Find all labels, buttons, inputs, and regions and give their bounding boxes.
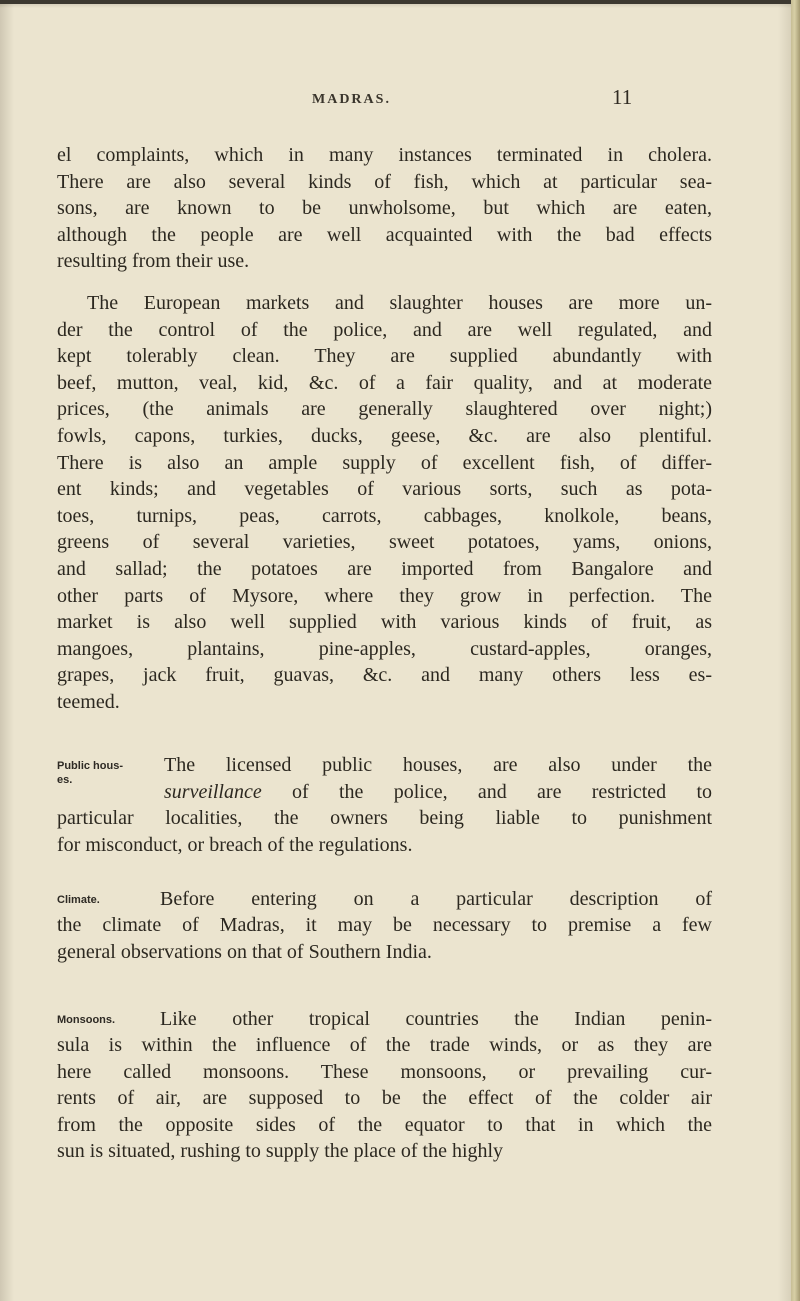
text-line: here called monsoons. These monsoons, or prevailing cur- (57, 1060, 712, 1083)
paragraph-4 (57, 912, 712, 965)
text-line: market is also well supplied with various kinds of fruit, as (57, 611, 712, 634)
text-line: rents of air, are supposed to be the effect of the colder air (57, 1087, 712, 1110)
text-line: from the opposite sides of the equator to that in which the (57, 1113, 712, 1136)
text-line: and sallad; the potatoes are imported from Bangalore and (57, 557, 712, 580)
margin-note-public-houses (57, 759, 123, 787)
text-line: beef, mutton, veal, kid, &c. of a fair quality, and at moderate (57, 371, 712, 394)
text-line: particular localities, the owners being liable to punishment (57, 807, 712, 829)
margin-note-line: es. (57, 774, 73, 786)
paragraph-4-lead (160, 886, 712, 913)
page-number: 11 (612, 85, 633, 109)
text-line: grapes, jack fruit, guavas, &c. and many others less es- (57, 664, 712, 687)
paragraph-3 (57, 805, 712, 858)
text-line: sula is within the influence of the trade winds, or as they are (57, 1034, 712, 1056)
paragraph-3-lead (160, 752, 712, 805)
text-line: der the control of the police, and are well regulated, and (57, 318, 712, 341)
text-line: Before entering on a particular description of (160, 888, 712, 910)
text-line: Like other tropical countries the Indian penin- (160, 1008, 712, 1030)
text-line: the climate of Madras, it may be necessary to premise a few (57, 914, 712, 936)
text-fragment: of the police, and are restricted to (261, 780, 712, 803)
text-line: toes, turnips, peas, carrots, cabbages, knolkole, beans, (57, 504, 712, 527)
text-line: although the people are well acquainted with the bad effects (57, 223, 712, 246)
paragraph-5 (57, 1032, 712, 1165)
text-line: resulting from their use. (57, 250, 250, 273)
text-line: sons, are known to be unwholsome, but which are eaten, (57, 197, 712, 220)
margin-note-monsoons: Monsoons. (57, 1014, 116, 1026)
margin-note-climate: Climate. (57, 894, 100, 906)
text-line: There are also several kinds of fish, which at particular sea- (57, 170, 712, 193)
text-line: The licensed public houses, are also under the (164, 754, 712, 776)
text-line: There is also an ample supply of excellent fish, of differ- (57, 451, 712, 474)
text-line: greens of several varieties, sweet potatoes, yams, onions, (57, 531, 712, 554)
page-binding-edge (791, 0, 800, 1301)
text-line: el complaints, which in many instances terminated in cholera. (57, 144, 712, 166)
text-line: The European markets and slaughter houses are more un- (87, 292, 712, 314)
text-line: sun is situated, rushing to supply the place of the highly (57, 1140, 504, 1163)
text-line: kept tolerably clean. They are supplied abundantly with (57, 345, 712, 368)
text-line (160, 779, 712, 806)
italic-word: surveillance (164, 780, 262, 803)
paragraph-1 (57, 142, 712, 275)
text-line: fowls, capons, turkies, ducks, geese, &c. are also plentiful. (57, 424, 712, 447)
running-title: MADRAS. (312, 92, 391, 107)
text-line: other parts of Mysore, where they grow in perfection. The (57, 584, 712, 607)
running-head (0, 85, 800, 116)
text-line: for misconduct, or breach of the regulations. (57, 833, 413, 856)
text-line: teemed. (57, 690, 120, 713)
paragraph-5-lead (160, 1006, 712, 1033)
text-line: ent kinds; and vegetables of various sorts, such as pota- (57, 478, 712, 501)
text-line: prices, (the animals are generally slaughtered over night;) (57, 398, 712, 421)
text-line: mangoes, plantains, pine-apples, custard-apples, oranges, (57, 637, 712, 660)
top-edge-rule (0, 0, 800, 4)
margin-note-line: Public hous- (57, 760, 123, 772)
text-line: general observations on that of Southern India. (57, 940, 432, 963)
paragraph-2 (57, 290, 712, 716)
